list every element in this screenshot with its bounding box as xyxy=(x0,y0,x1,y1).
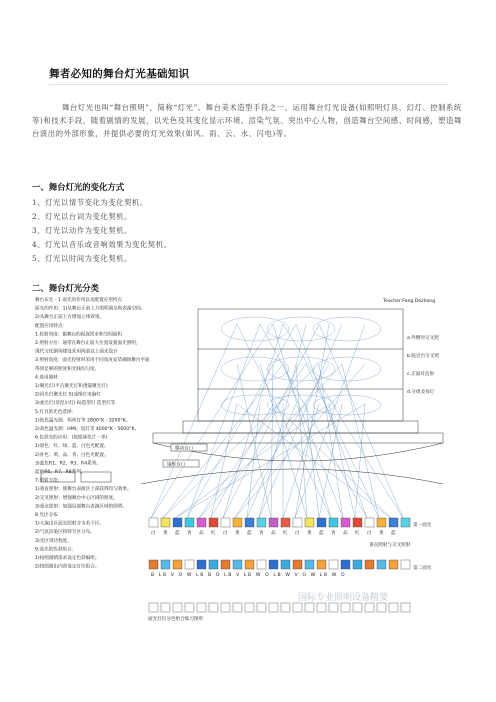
lamp-box xyxy=(281,518,290,527)
lamp-box xyxy=(389,518,398,527)
note-line: 2)气氛渲染区和特写区分布。 xyxy=(35,530,95,536)
note-line: 1)原色：红、绿、蓝、白色光配置。 xyxy=(35,444,109,450)
practice-box xyxy=(389,603,398,612)
lamp-box xyxy=(221,560,230,569)
note-line: 3)柔光灯(菲涅尔灯) 6)造型灯 造型灯等 xyxy=(35,401,116,407)
tag-frame-proscenium: 镜框台口 xyxy=(167,462,186,468)
teacher-label: Teacher:Feng Dezhong xyxy=(383,299,436,304)
color-label: 青 xyxy=(187,531,192,536)
tag-moving-proscenium: 移动台口 xyxy=(175,446,194,452)
note-line: 9.面光的色彩组合： xyxy=(35,547,77,553)
color-label: 黄 xyxy=(235,531,240,536)
lamp-box xyxy=(245,518,254,527)
note-line: 2)从舞台正前上方增加立体效果。 xyxy=(35,315,105,321)
practice-box xyxy=(281,603,290,612)
note-line: 1)聚光灯(平凸聚光灯和透镜聚光灯) xyxy=(35,384,108,389)
note-line: 1.投射角度：据舞台的纵深需求和空间面积 xyxy=(35,332,123,338)
color-label: 品 xyxy=(199,531,204,536)
color-label: 红 xyxy=(283,531,288,536)
lamp-box xyxy=(269,518,278,527)
lamp-box xyxy=(353,560,362,569)
watermark-text: 国际专业照明设备精要 xyxy=(298,593,389,603)
lamp-box xyxy=(161,560,170,569)
practice-box xyxy=(185,603,194,612)
lamp-box xyxy=(185,518,194,527)
note-line: 2.照射方位：通常在舞台正面大位置设置面光照明， xyxy=(35,341,141,346)
practice-box xyxy=(149,603,158,612)
practice-box xyxy=(161,603,170,612)
lamp-box xyxy=(245,560,254,569)
page-title: 舞者必知的舞台灯光基础知识 xyxy=(49,68,190,80)
note-line: 1)低色温光源：钨丝灯等 2800°K - 3200°K。 xyxy=(35,418,131,424)
color-label: 蓝 xyxy=(175,531,180,536)
lamp-box xyxy=(317,518,326,527)
note-line: 2)补色：黄、品、青、白色光配置。 xyxy=(35,452,109,458)
lamp-box xyxy=(281,560,290,569)
note-line: 2)高色温光源：HMI、氙灯等 4000°K - 5600°K。 xyxy=(35,427,140,432)
lamp-box xyxy=(197,560,206,569)
row2-sub-labels: B LB V O W LB B O LB V LB W O LB W V O W LB W O xyxy=(151,573,347,578)
note-line: 1)按照剧情需求设定色彩编组。 xyxy=(35,556,100,561)
color-label: 青 xyxy=(331,531,336,536)
lamp-box xyxy=(401,560,410,569)
lamp-box xyxy=(209,560,218,569)
practice-box xyxy=(233,603,242,612)
right-label: c.正面对直射 xyxy=(407,372,434,377)
practice-box xyxy=(377,603,386,612)
intro-paragraph: 舞台灯光也叫“舞台照明”，简称“灯光”。舞台美术造型手段之一。运用舞台灯光设备(如照明灯具、幻灯、控制系统等)和技术手段，随着剧情的发展，以光色及其变化显示环境、渲染气氛、突出中心人物，创造舞台空间感、时间感，塑造舞台演出的外部形象，并提供必要的灯光效果(如风、雨、云、水、闪电)等。 xyxy=(32,103,462,139)
color-label: 品 xyxy=(343,531,348,536)
lamp-box xyxy=(257,518,266,527)
lamp-box xyxy=(293,518,302,527)
color-label: 黄 xyxy=(379,531,384,536)
first-row-color-labels xyxy=(151,529,396,536)
lamp-box xyxy=(149,560,158,569)
note-line: 2)按照演出内容设定灯位组合。 xyxy=(35,564,100,570)
note-line: 8.光区分布： xyxy=(35,513,63,518)
note-line: 2)回光灯聚光灯 5)成像灯电脑灯 xyxy=(35,392,102,398)
note-line: 蓝色R6、R7、R8系列。 xyxy=(35,470,86,475)
color-label: 蓝 xyxy=(247,531,252,536)
note-line: 3.照射角度：面光投射时采用不同角度安装确保舞台平面 xyxy=(35,358,150,364)
practice-box xyxy=(293,603,302,612)
practice-box xyxy=(209,603,218,612)
list-item: 4、灯光以音乐或音响效果为变化契机。 xyxy=(32,240,172,249)
lamp-box xyxy=(269,560,278,569)
lamp-box xyxy=(149,518,158,527)
practice-box xyxy=(329,603,338,612)
color-label: 品 xyxy=(271,531,276,536)
lamp-box xyxy=(305,518,314,527)
lamp-box xyxy=(377,560,386,569)
list-item: 5、灯光以时间为变化契机。 xyxy=(32,254,133,263)
lamp-box xyxy=(185,560,194,569)
color-label: 红 xyxy=(355,531,360,536)
lamp-box xyxy=(353,518,362,527)
row3-caption: 面光灯位分色组合练习图形 xyxy=(148,617,204,622)
right-label: a.外侧对交叉照 xyxy=(407,336,439,341)
practice-box xyxy=(365,603,374,612)
lamp-box xyxy=(293,560,302,569)
lamp-box xyxy=(329,518,338,527)
right-label: d.分组及每灯 xyxy=(407,390,435,395)
section2-heading: 二、舞台灯光分类 xyxy=(32,283,99,293)
color-label: 白 xyxy=(367,531,372,536)
list-item: 3、灯光以动作为变化契机。 xyxy=(32,226,133,235)
lamp-box xyxy=(233,560,242,569)
row1-label: 第一面光 xyxy=(413,523,432,528)
note-line: 6.色彩光的应用：(按照颜色片一等) xyxy=(35,435,108,441)
lamp-box xyxy=(173,518,182,527)
lamp-box xyxy=(329,560,338,569)
note-line: 面光的作用：1)从舞台正前上方照明演员和表演空间。 xyxy=(35,306,146,312)
color-label: 白 xyxy=(151,531,156,536)
practice-box xyxy=(305,603,314,612)
row1-caption: 垂直照射与交叉照射 xyxy=(369,543,411,548)
row2-label: 第二面光 xyxy=(413,566,432,571)
note-line: 5.灯具的光色选择： xyxy=(35,409,77,415)
color-label: 黄 xyxy=(163,531,168,536)
color-label: 蓝 xyxy=(391,531,396,536)
lamp-box xyxy=(209,518,218,527)
lamp-box xyxy=(257,560,266,569)
note-line: 3)光区到达程度。 xyxy=(35,538,72,544)
title-divider xyxy=(49,84,449,85)
stage-lighting-diagram xyxy=(33,294,449,624)
right-label: b.临近台交叉照 xyxy=(407,354,439,359)
note-line: 1)垂直照射：使舞台表演区上部获得均匀效果。 xyxy=(35,487,132,493)
lamp-box xyxy=(161,518,170,527)
list-item: 1、灯光以情节变化为变化契机。 xyxy=(32,198,148,207)
lamp-box xyxy=(401,518,410,527)
practice-box xyxy=(197,603,206,612)
list-item: 2、灯光以台词为变化契机。 xyxy=(32,212,133,221)
section1-heading: 一、舞台灯光的变化方式 xyxy=(32,182,125,192)
practice-box xyxy=(245,603,254,612)
practice-box xyxy=(341,603,350,612)
lamp-box xyxy=(173,560,182,569)
note-line: 2)交叉照射：增强舞台中心区域的照度。 xyxy=(35,495,118,501)
color-label: 蓝 xyxy=(319,531,324,536)
lamp-box xyxy=(317,560,326,569)
lamp-box xyxy=(365,560,374,569)
note-line: 3)蓝色R1、R2、R3、R4系列。 xyxy=(35,461,101,467)
color-label: 青 xyxy=(259,531,264,536)
color-label: 黄 xyxy=(307,531,312,536)
note-line: 配置应用特点： xyxy=(35,323,68,329)
lamp-box xyxy=(365,518,374,527)
note-line: 7.照射方法： xyxy=(35,478,63,484)
practice-box xyxy=(317,603,326,612)
note-line: 1)大演出区面光照射分为若干区。 xyxy=(35,521,105,527)
note-line: 4.选用器材： xyxy=(35,375,63,381)
lamp-box xyxy=(389,560,398,569)
practice-box xyxy=(269,603,278,612)
lamp-box xyxy=(377,518,386,527)
practice-box xyxy=(353,603,362,612)
lamp-box xyxy=(221,518,230,527)
lamp-box xyxy=(305,560,314,569)
practice-box xyxy=(221,603,230,612)
lamp-box xyxy=(233,518,242,527)
color-label: 红 xyxy=(211,531,216,536)
lamp-box xyxy=(341,518,350,527)
lamp-box xyxy=(197,518,206,527)
color-label: 白 xyxy=(223,531,228,536)
note-line: 现代文化剧场建设采用两道以上面光设计 xyxy=(35,349,118,355)
note-line: 得到足够的照度和光线均匀度。 xyxy=(35,366,100,372)
practice-box xyxy=(173,603,182,612)
practice-box xyxy=(401,603,410,612)
color-label: 白 xyxy=(295,531,300,536)
note-line: 舞台布光 - 1 面光的作用以及配置应用特点 xyxy=(35,298,123,303)
note-line: 3)重点照射：加强局部舞台表演区域的照明。 xyxy=(35,504,127,510)
practice-box xyxy=(257,603,266,612)
lamp-box xyxy=(341,560,350,569)
